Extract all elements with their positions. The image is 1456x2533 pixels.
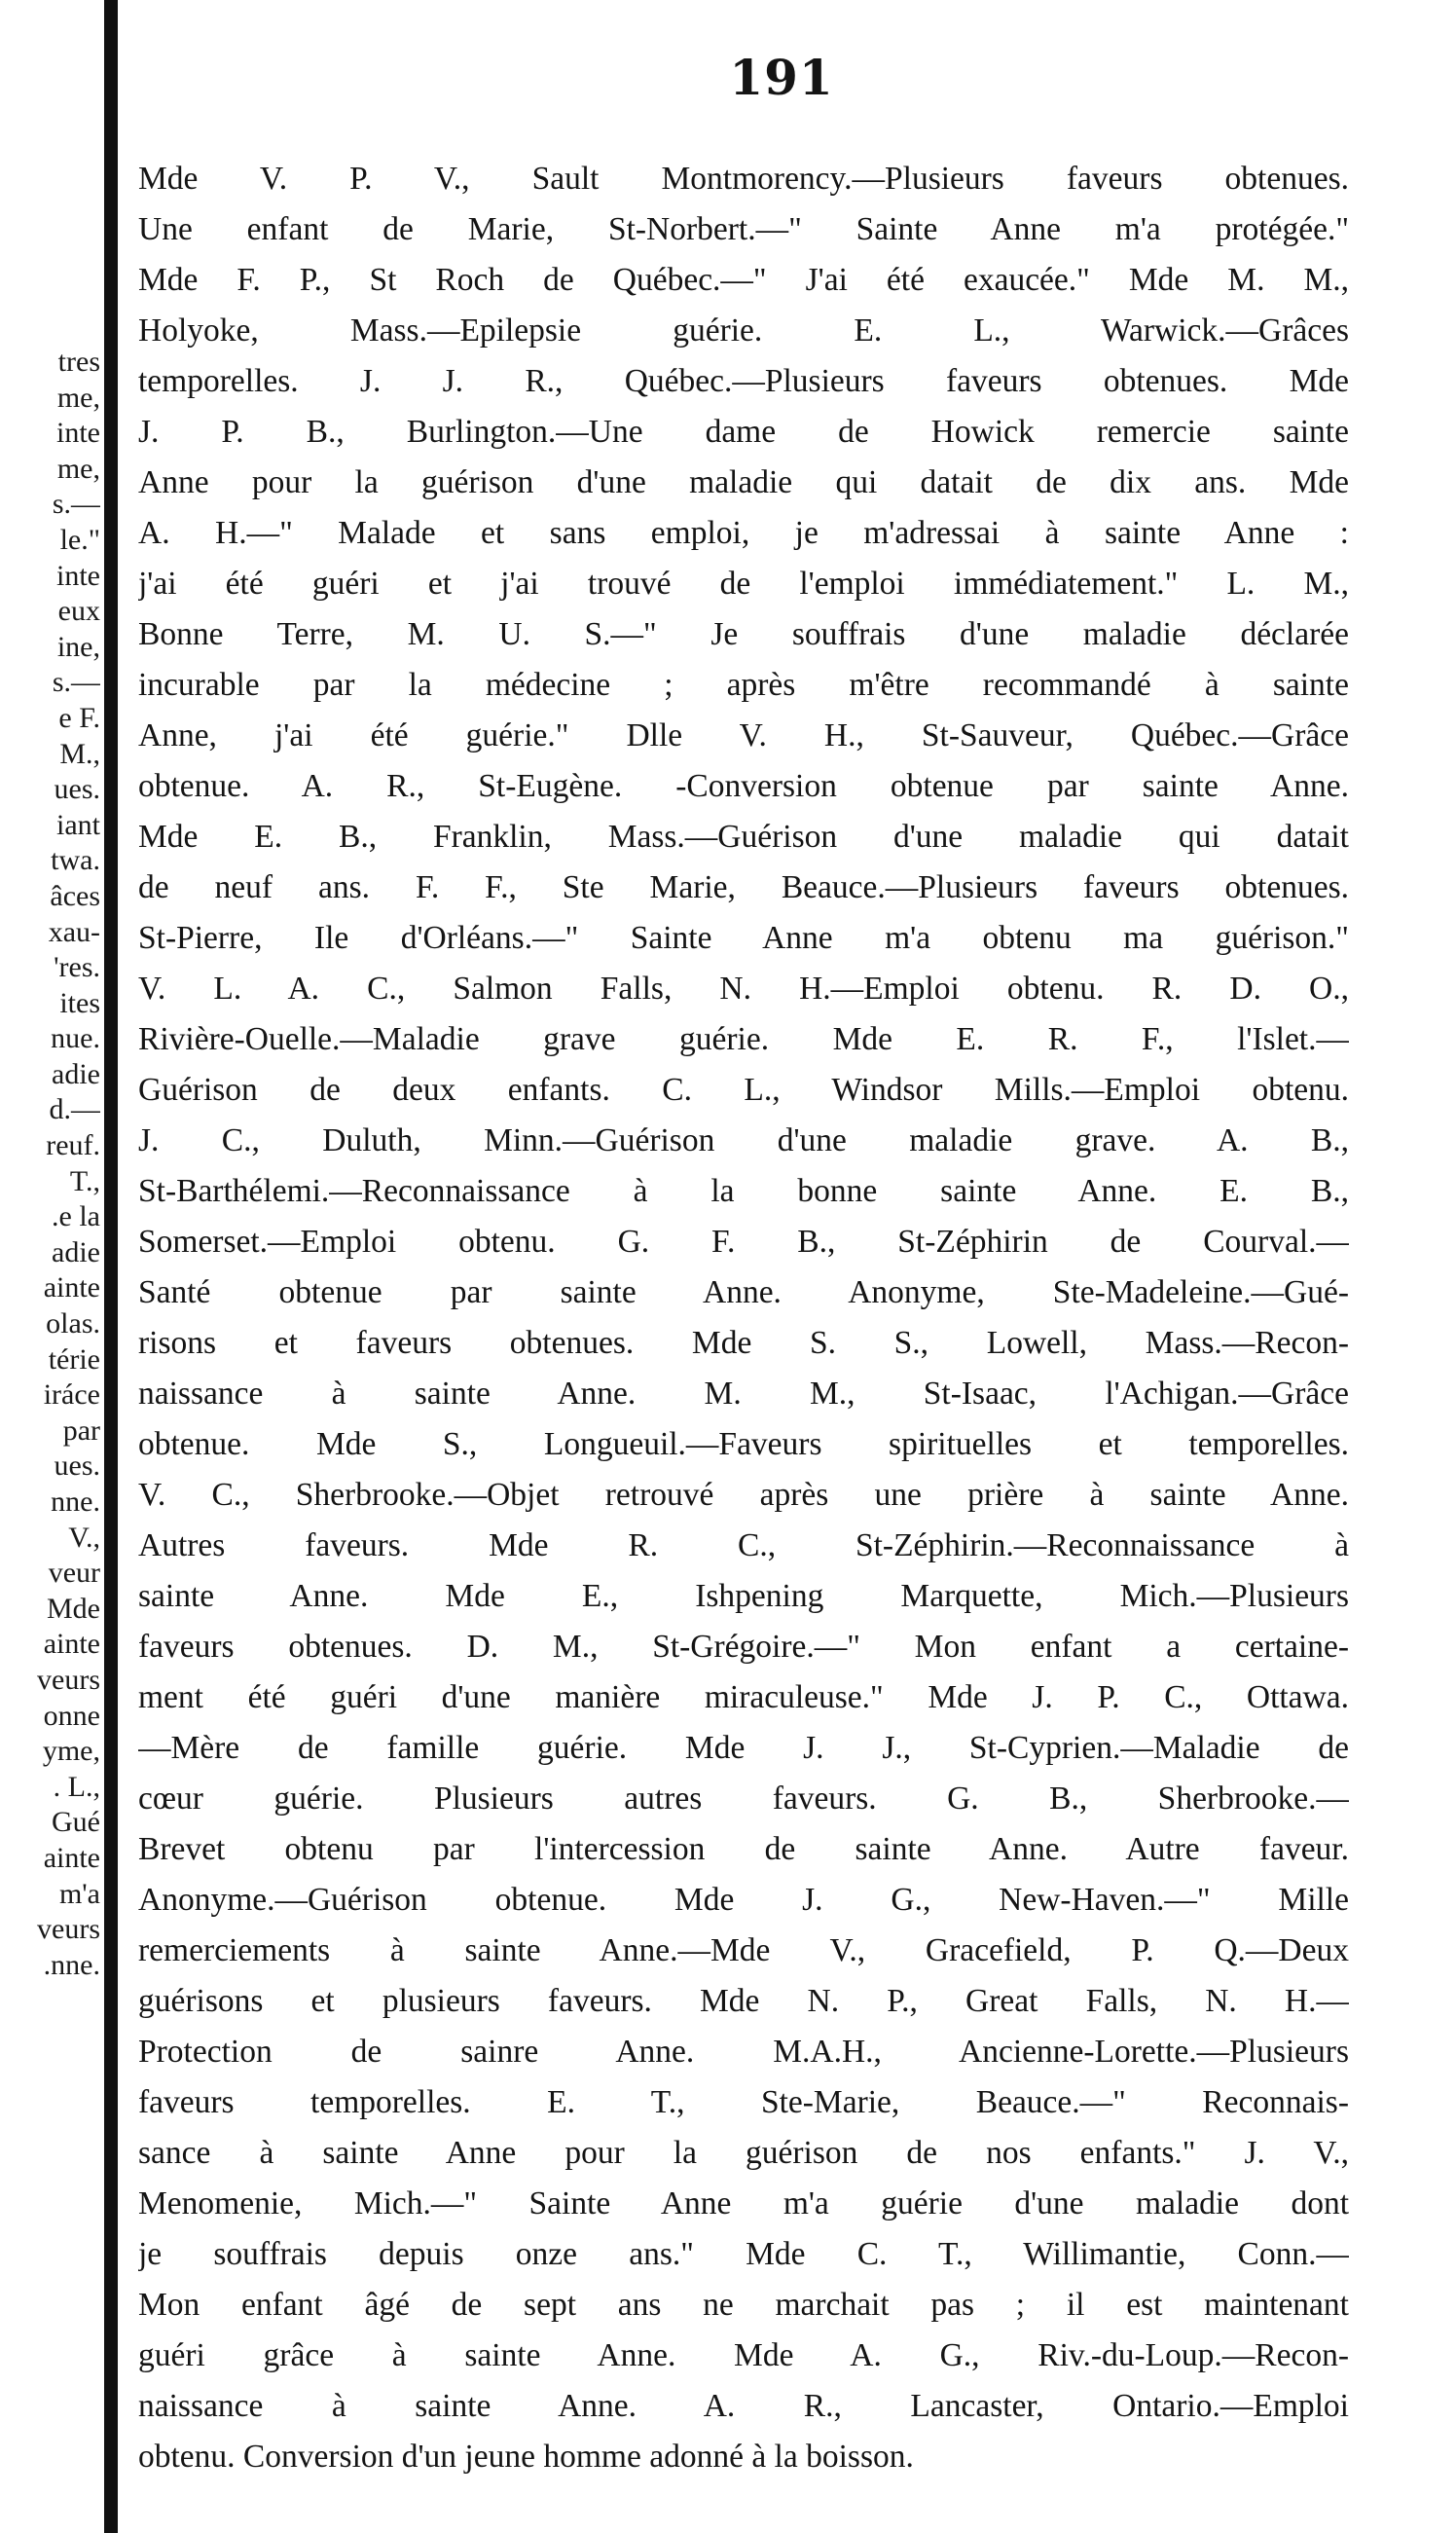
margin-fragment: inte (56, 417, 100, 450)
margin-fragment: . L., (53, 1770, 100, 1803)
text-line: Mde V. P. V., Sault Montmorency.—Plusieurs faveurs obtenues. (138, 161, 1349, 197)
text-line: Mon enfant âgé de sept ans ne marchait pas ; il est maintenant (138, 2287, 1349, 2323)
facing-page-text-fragments (0, 345, 100, 1983)
margin-fragment: adie (52, 1057, 100, 1090)
text-line: naissance à sainte Anne. A. R., Lancaster, Ontario.—Emploi (138, 2388, 1349, 2424)
margin-fragment: ues. (54, 1450, 100, 1483)
margin-fragment: T., (69, 1164, 100, 1197)
margin-fragment: nue. (51, 1022, 100, 1055)
text-line: sainte Anne. Mde E., Ishpening Marquette, Mich.—Plusieurs (138, 1578, 1349, 1614)
text-line: obtenu. Conversion d'un jeune homme adonné à la boisson. (138, 2439, 914, 2475)
margin-fragment: d.— (49, 1093, 100, 1126)
text-line: —Mère de famille guérie. Mde J. J., St-Cyprien.—Maladie de (138, 1730, 1349, 1766)
text-line: temporelles. J. J. R., Québec.—Plusieurs faveurs obtenues. Mde (138, 363, 1349, 399)
main-text-block (138, 154, 1349, 2482)
text-line: J. C., Duluth, Minn.—Guérison d'une maladie grave. A. B., (138, 1122, 1349, 1158)
text-line: obtenue. Mde S., Longueuil.—Faveurs spirituelles et temporelles. (138, 1426, 1349, 1462)
text-line: Santé obtenue par sainte Anne. Anonyme, Ste-Madeleine.—Gué- (138, 1274, 1349, 1310)
margin-fragment: ainte (43, 1628, 100, 1661)
margin-fragment: eux (57, 595, 100, 628)
margin-fragment: m'a (58, 1877, 100, 1910)
text-line: faveurs temporelles. E. T., Ste-Marie, Beauce.—" Reconnais- (138, 2084, 1349, 2120)
margin-fragment: ainte (43, 1841, 100, 1874)
text-line: de neuf ans. F. F., Ste Marie, Beauce.—Plusieurs faveurs obtenues. (138, 869, 1349, 905)
margin-fragment: iráce (43, 1378, 100, 1412)
text-line: St-Barthélemi.—Reconnaissance à la bonne sainte Anne. E. B., (138, 1173, 1349, 1209)
margin-fragment: ine, (56, 630, 100, 663)
margin-fragment: nne. (51, 1486, 100, 1518)
text-line: Menomenie, Mich.—" Sainte Anne m'a guérie d'une maladie dont (138, 2185, 1349, 2221)
text-line: Holyoke, Mass.—Epilepsie guérie. E. L., Warwick.—Grâces (138, 312, 1349, 349)
text-line: Rivière-Ouelle.—Maladie grave guérie. Mde E. R. F., l'Islet.— (138, 1021, 1349, 1057)
text-line: Brevet obtenu par l'intercession de sainte Anne. Autre faveur. (138, 1831, 1349, 1867)
margin-fragment: iant (56, 808, 100, 841)
margin-fragment: e F. (58, 701, 100, 734)
text-line: Bonne Terre, M. U. S.—" Je souffrais d'une maladie déclarée (138, 616, 1349, 652)
margin-fragment: Gué (52, 1806, 100, 1839)
margin-fragment: onne (43, 1699, 100, 1732)
text-line: risons et faveurs obtenues. Mde S. S., Lowell, Mass.—Recon- (138, 1325, 1349, 1361)
text-line: Protection de sainre Anne. M.A.H., Ancienne-Lorette.—Plusieurs (138, 2034, 1349, 2070)
margin-fragment: veur (48, 1557, 100, 1590)
text-line: Mde E. B., Franklin, Mass.—Guérison d'une maladie qui datait (138, 819, 1349, 855)
margin-fragment: 'res. (54, 951, 100, 984)
margin-fragment: Mde (47, 1592, 100, 1625)
text-line: Anne pour la guérison d'une maladie qui datait de dix ans. Mde (138, 464, 1349, 500)
page-number: 191 (729, 49, 834, 106)
text-line: St-Pierre, Ile d'Orléans.—" Sainte Anne m'a obtenu ma guérison." (138, 920, 1349, 956)
margin-fragment: inte (56, 559, 100, 592)
margin-fragment: V., (68, 1521, 100, 1554)
margin-fragment: térie (48, 1342, 100, 1376)
text-line: faveurs obtenues. D. M., St-Grégoire.—" Mon enfant a certaine- (138, 1629, 1349, 1665)
text-line: incurable par la médecine ; après m'être recommandé à sainte (138, 667, 1349, 703)
margin-fragment: ues. (54, 773, 100, 806)
margin-fragment: ainte (43, 1271, 100, 1304)
margin-fragment: .e la (52, 1200, 100, 1233)
text-line: V. L. A. C., Salmon Falls, N. H.—Emploi obtenu. R. D. O., (138, 971, 1349, 1007)
text-line: cœur guérie. Plusieurs autres faveurs. G. B., Sherbrooke.— (138, 1780, 1349, 1817)
text-line: je souffrais depuis onze ans." Mde C. T., Willimantie, Conn.— (138, 2236, 1349, 2272)
text-line: Anne, j'ai été guérie." Dlle V. H., St-Sauveur, Québec.—Grâce (138, 717, 1349, 753)
margin-fragment: âces (50, 879, 100, 912)
text-line: A. H.—" Malade et sans emploi, je m'adressai à sainte Anne : (138, 515, 1349, 551)
margin-fragment: tres (57, 346, 100, 378)
margin-fragment: ites (59, 986, 100, 1019)
text-line: V. C., Sherbrooke.—Objet retrouvé après une prière à sainte Anne. (138, 1477, 1349, 1513)
margin-fragment: me, (56, 381, 100, 414)
margin-fragment: me, (56, 452, 100, 485)
margin-fragment: veurs (37, 1913, 100, 1946)
text-line: Une enfant de Marie, St-Norbert.—" Sainte Anne m'a protégée." (138, 211, 1349, 247)
margin-fragment: olas. (46, 1307, 100, 1340)
margin-fragment: par (62, 1413, 100, 1447)
text-line: guérisons et plusieurs faveurs. Mde N. P., Great Falls, N. H.— (138, 1983, 1349, 2019)
margin-fragment: .nne. (43, 1948, 100, 1981)
margin-fragment: xau- (48, 915, 100, 948)
text-line: sance à sainte Anne pour la guérison de nos enfants." J. V., (138, 2135, 1349, 2171)
margin-fragment: s.— (52, 666, 100, 699)
text-line: obtenue. A. R., St-Eugène. -Conversion obtenue par sainte Anne. (138, 768, 1349, 804)
text-line: ment été guéri d'une manière miraculeuse." Mde J. P. C., Ottawa. (138, 1679, 1349, 1715)
margin-fragment: veurs (37, 1663, 100, 1696)
margin-fragment: reuf. (46, 1129, 100, 1162)
text-line: remerciements à sainte Anne.—Mde V., Gracefield, P. Q.—Deux (138, 1932, 1349, 1968)
margin-fragment: adie (52, 1235, 100, 1268)
margin-fragment: s.— (52, 488, 100, 521)
text-line: naissance à sainte Anne. M. M., St-Isaac, l'Achigan.—Grâce (138, 1376, 1349, 1412)
text-line: Guérison de deux enfants. C. L., Windsor Mills.—Emploi obtenu. (138, 1072, 1349, 1108)
margin-fragment: M., (59, 737, 100, 770)
text-line: Somerset.—Emploi obtenu. G. F. B., St-Zéphirin de Courval.— (138, 1224, 1349, 1260)
binding-gutter-bar (104, 0, 118, 2533)
text-line: Anonyme.—Guérison obtenue. Mde J. G., New-Haven.—" Mille (138, 1882, 1349, 1918)
text-line: Autres faveurs. Mde R. C., St-Zéphirin.—Reconnaissance à (138, 1527, 1349, 1563)
margin-fragment: yme, (42, 1735, 100, 1768)
text-line: Mde F. P., St Roch de Québec.—" J'ai été exaucée." Mde M. M., (138, 262, 1349, 298)
margin-fragment: le." (59, 523, 100, 556)
text-line: J. P. B., Burlington.—Une dame de Howick remercie sainte (138, 414, 1349, 450)
text-line: j'ai été guéri et j'ai trouvé de l'emploi immédiatement." L. M., (138, 566, 1349, 602)
margin-fragment: twa. (51, 844, 100, 877)
text-line: guéri grâce à sainte Anne. Mde A. G., Riv.-du-Loup.—Recon- (138, 2337, 1349, 2373)
